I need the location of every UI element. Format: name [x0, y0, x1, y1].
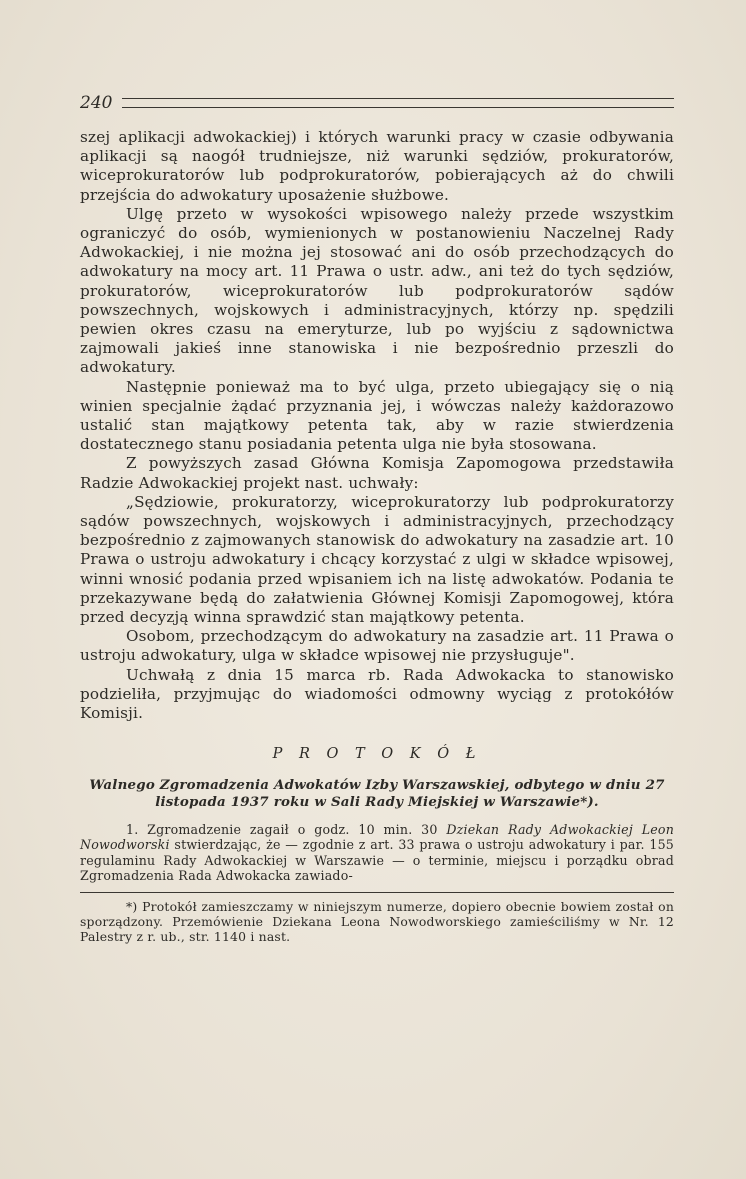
protocol-item-1-name: Dziekan Rady Adwokackiej Leon Nowodworski: [80, 821, 675, 853]
protocol-item-1-end: stwierdzając, że — zgodnie z art. 33 prawa o ustroju adwokatury i par. 155 regulaminu Rady Adwokackiej w Warszawie — o terminie, miejscu i porządku obrad Zgromadzenia Rada Adwokacka zawiado-: [80, 837, 674, 884]
paragraph-7: Uchwałą z dnia 15 marca rb. Rada Adwokacka to stanowisko podzieliła, przyjmując do wiadomości odmowny wyciąg z protokółów Komisji.: [80, 665, 674, 723]
resolution-quote: „Sędziowie, prokuratorzy, wiceprokuratorzy lub podprokuratorzy sądów powszechnych, wojskowych i administracyjnych, przechodzący bezpośrednio z zajmowanych stanowisk do adwokatury na zasadzie art. 10 Prawa o ustroju adwokatury i chcący korzystać z ulgi w składce wpisowej, winni wnosić podania przed wpisaniem ich na listę adwokatów. Podania te przekazywane będą do załatwienia Głównej Komisji Zapomogowej, która przed decyzją winna sprawdzić stan majątkowy petenta.: [80, 492, 674, 627]
paragraph-4: Z powyższych zasad Główna Komisja Zapomogowa przedstawiła Radzie Adwokackiej projekt nast. uchwały:: [80, 454, 674, 492]
paragraph-6: Osobom, przechodzącym do adwokatury na zasadzie art. 11 Prawa o ustroju adwokatury, ulga w składce wpisowej nie przysługuje".: [80, 627, 674, 665]
header-rule: [122, 98, 674, 108]
footnote: *) Protokół zamieszczamy w niniejszym numerze, dopiero obecnie bowiem został on sporządzony. Przemówienie Dziekana Leona Nowodworskiego zamieściliśmy w Nr. 12 Palestry z r. ub., str. 1140 i nast.: [80, 898, 674, 945]
protocol-item-1-start: 1. Zgromadzenie zagaił o godz. 10 min. 30: [126, 821, 447, 837]
paragraph-3: Następnie ponieważ ma to być ulga, przeto ubiegający się o nią winien specjalnie żądać przyznania jej, i wówczas należy każdorazowo ustalić stan majątkowy petenta tak, aby w razie stwierdzenia dostatecznego stanu posiadania petenta ulga nie była stosowana.: [80, 377, 674, 454]
protocol-title: P R O T O K Ó Ł: [272, 746, 482, 763]
footnote-rule: [80, 892, 674, 893]
protocol-subtitle: Walnego Zgromadzenia Adwokatów Izby Warszawskiej, odbytego w dniu 27 listopada 1937 roku w Sali Rady Miejskiej w Warszawie*).: [89, 776, 665, 810]
page-number: 240: [80, 93, 113, 113]
page-header: [80, 88, 674, 118]
page-body: [80, 128, 674, 944]
paragraph-1: szej aplikacji adwokackiej) i których warunki pracy w czasie odbywania aplikacji są naogół trudniejsze, niż warunki sędziów, prokuratorów, wiceprokuratorów lub podprokuratorów, pobierających aż do chwili przejścia do adwokatury uposażenie służbowe.: [80, 128, 674, 204]
protocol-item-1: [80, 822, 674, 884]
paragraph-2: Ulgę przeto w wysokości wpisowego należy przede wszystkim ograniczyć do osób, wymienionych w postanowieniu Naczelnej Rady Adwokackiej, i nie można jej stosować ani do osób przechodzących do adwokatury na mocy art. 11 Prawa o ustr. adw., ani też do tych sędziów, prokuratorów, wiceprokuratorów lub podprokuratorów sądów powszechnych, wojskowych i administracyjnych, którzy np. spędzili pewien okres czasu na emeryturze, lub po wyjściu z sądownictwa zajmowali jakieś inne stanowiska i nie bezpośrednio przeszli do adwokatury.: [80, 204, 674, 377]
